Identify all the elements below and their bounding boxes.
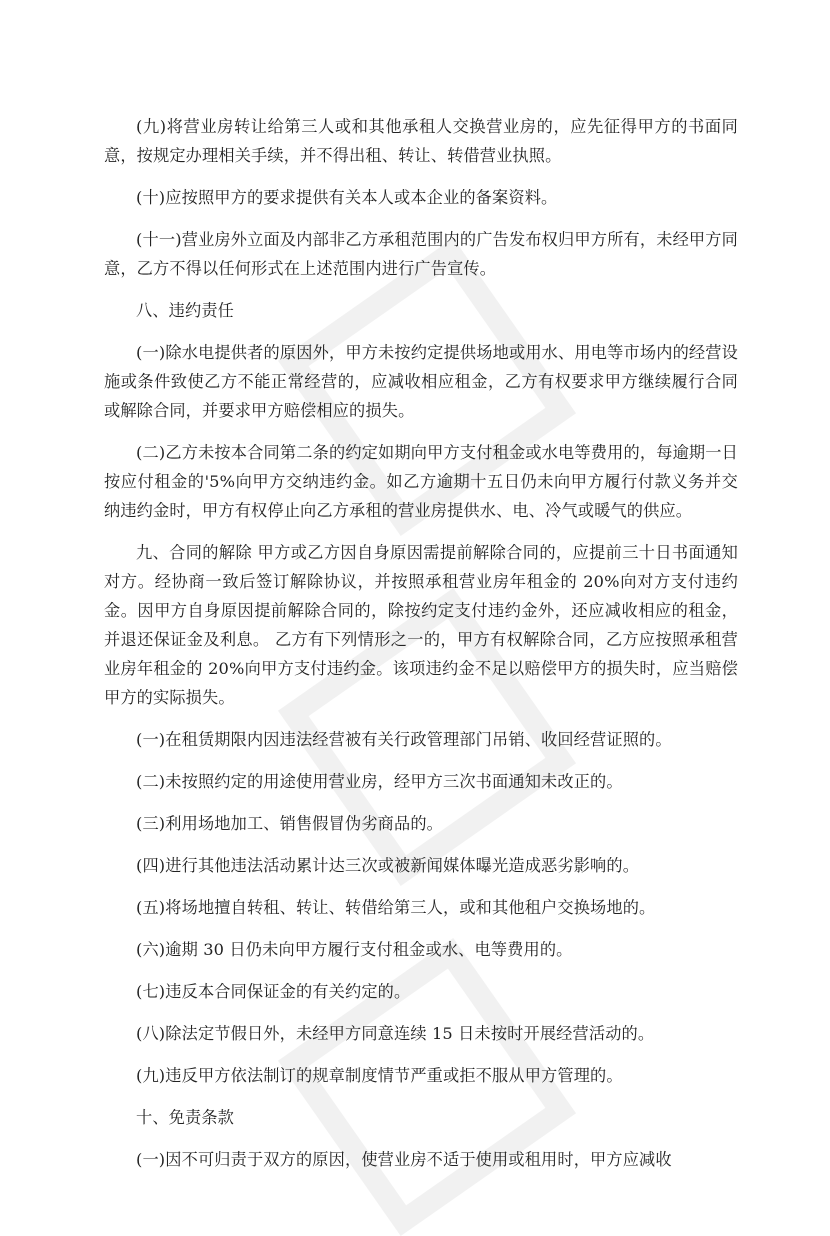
list-item: (三)利用场地加工、销售假冒伪劣商品的。 — [136, 814, 444, 833]
paragraph: (十)应按照甲方的要求提供有关本人或本企业的备案资料。 — [136, 188, 558, 207]
paragraph: (一)除水电提供者的原因外，甲方未按约定提供场地或用水、用电等市场内的经营设施或条件致使乙方不能正常经营的，应减收相应租金，乙方有权要求甲方继续履行合同或解除合同，并要求甲方赔偿相应的损失。 — [104, 343, 738, 420]
paragraph: (二)乙方未按本合同第二条的约定如期向甲方支付租金或水电等费用的，每逾期一日按应付租金的'5%向甲方交纳违约金。如乙方逾期十五日仍未向甲方履行付款义务并交纳违约金时，甲方有权停止向乙方承租的营业房提供水、电、冷气或暖气的供应。 — [104, 443, 738, 520]
list-item: (四)进行其他违法活动累计达三次或被新闻媒体曝光造成恶劣影响的。 — [136, 856, 640, 875]
document-page — [104, 112, 738, 1187]
list-item: (九)违反甲方依法制订的规章制度情节严重或拒不服从甲方管理的。 — [136, 1066, 623, 1085]
list-item: (五)将场地擅自转租、转让、转借给第三人，或和其他租户交换场地的。 — [136, 898, 656, 917]
list-item: (七)违反本合同保证金的有关约定的。 — [136, 982, 411, 1001]
paragraph: (九)将营业房转让给第三人或和其他承租人交换营业房的，应先征得甲方的书面同意，按规定办理相关手续，并不得出租、转让、转借营业执照。 — [104, 117, 738, 165]
section-heading: 十、免责条款 — [136, 1108, 235, 1127]
paragraph: (十一)营业房外立面及内部非乙方承租范围内的广告发布权归甲方所有，未经甲方同意，乙方不得以任何形式在上述范围内进行广告宣传。 — [104, 230, 738, 278]
list-item: (二)未按照约定的用途使用营业房，经甲方三次书面通知未改正的。 — [136, 772, 623, 791]
list-item: (六)逾期 30 日仍未向甲方履行支付租金或水、电等费用的。 — [136, 940, 573, 959]
paragraph: (一)因不可归责于双方的原因，使营业房不适于使用或租用时，甲方应减收 — [136, 1150, 672, 1169]
section-heading: 八、违约责任 — [136, 301, 235, 320]
list-item: (八)除法定节假日外，未经甲方同意连续 15 日未按时开展经营活动的。 — [136, 1024, 655, 1043]
list-item: (一)在租赁期限内因违法经营被有关行政管理部门吊销、收回经营证照的。 — [136, 730, 672, 749]
paragraph: 九、合同的解除 甲方或乙方因自身原因需提前解除合同的，应提前三十日书面通知对方。经协商一致后签订解除协议，并按照承租营业房年租金的 20%向对方支付违约金。因甲方自身原因提前解除合同的，除按约定支付违约金外，还应减收相应的租金，并退还保证金及利息。 乙方有下列情形之一的，甲方有权解除合同，乙方应按照承租营业房年租金的 20%向甲方支付违约金。该项违约金不足以赔偿甲方的损失时，应当赔偿甲方的实际损失。 — [104, 543, 738, 707]
